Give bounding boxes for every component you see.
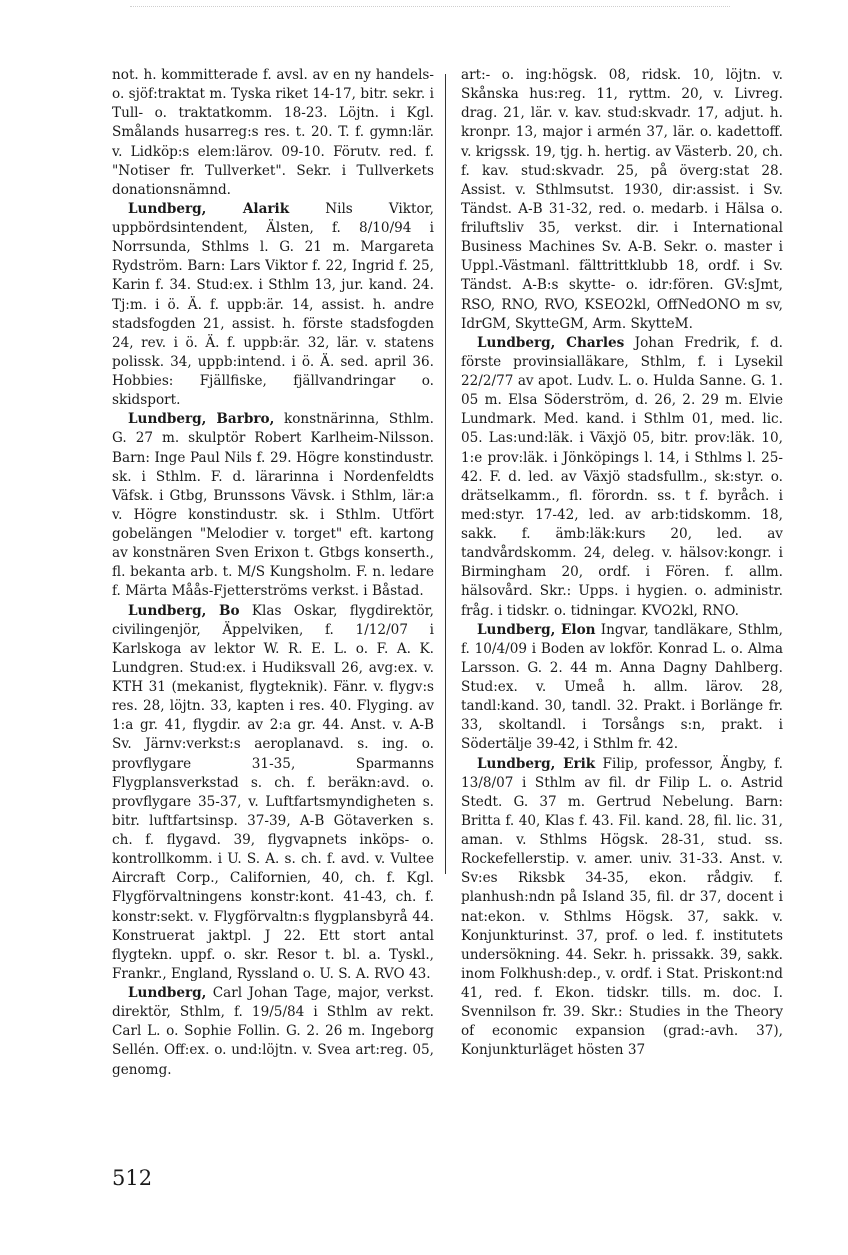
entry-text: art:- o. ing:högsk. 08, ridsk. 10, löjtn. v. Skånska hus:reg. 11, ryttm. 20, v. Livreg. drag. 21, lär. v. kav. stud:skvadr. 17, adjut. h. kronpr. 13, major i armén 37, lär. o. kadettoff. v. krigssk. 19, tjg. h. hertig. av Västerb. 20, ch. f. kav. stud:skvadr. 25, på överg:stat 28. Assist. v. Sthlmsutst. 1930, dir:assist. i Sv. Tändst. A-B 31-32, red. o. medarb. i Hälsa o. friluftsliv 35, verkst. dir. i International Business Machines Sv. A-B. Sekr. o. master i Uppl.-Västmanl. fälttrittklubb 18, ordf. i Sv. Tändst. A-B:s skytte- o. idr:fören. GV:sJmt, RSO, RNO, RVO, KSEO2kl, OffNedONO m sv, IdrGM, SkytteGM, Arm. SkytteM.: [461, 67, 783, 332]
entry-continuation: [112, 66, 434, 200]
entry-continuation: [461, 66, 783, 334]
entry-heading: Lundberg, Bo: [128, 602, 240, 619]
entry-text: Carl Johan Tage, major, verkst. direktör, Sthlm, f. 19/5/84 i Sthlm av rekt. Carl L. o. Sophie Follin. G. 2. 26 m. Ingeborg Sellén. Off:ex. o. und:löjtn. v. Svea art:reg. 05, genomg.: [112, 985, 434, 1078]
entry-text: Nils Viktor, uppbördsintendent, Älsten, f. 8/10/94 i Norrsunda, Sthlms l. G. 21 m. Margareta Rydström. Barn: Lars Viktor f. 22, Ingrid f. 25, Karin f. 34. Stud:ex. i Sthlm 13, jur. kand. 24. Tj:m. i ö. Ä. f. uppb:är. 14, assist. h. andre stadsfogden 21, assist. h. förste stadsfogden 24, rev. i ö. Ä. f. uppb:är. 32, lär. v. statens polissk. 34, uppb:intend. i ö. Ä. sed. april 36. Hobbies: Fjällfiske, fjällvandringar o. skidsport.: [112, 200, 434, 409]
column-divider: [445, 74, 446, 874]
entry-text: Filip, professor, Ängby, f. 13/8/07 i Sthlm av fil. dr Filip L. o. Astrid Stedt. G. 37 m. Gertrud Nebelung. Barn: Britta f. 40, Klas f. 43. Fil. kand. 28, fil. lic. 31, aman. v. Sthlms Högsk. 28-31, stud. ss. Rockefellerstip. v. amer. univ. 31-33. Anst. v. Sv:es Riksbk 34-35, ekon. rådgiv. f. planhush:ndn på Island 35, fil. dr 37, docent i nat:ekon. v. Sthlms Högsk. 37, sakk. v. Konjunkturinst. 37, prof. o led. f. institutets undersökning. 44. Sekr. h. prissakk. 39, sakk. inom Folkhush:dep., v. ordf. i Stat. Priskont:nd 41, red. f. Ekon. tidskr. tills. m. doc. I. Svennilson fr. 39. Skr.: Studies in the Theory of economic expansion (grad:-avh. 37), Konjunkturläget hösten 37: [461, 755, 783, 1059]
entry-heading: Lundberg, Erik: [477, 755, 596, 772]
entry-heading: Lundberg, Elon: [477, 621, 596, 638]
entry-lundberg-charles: [461, 334, 783, 621]
top-scan-line: [130, 6, 730, 8]
entry-text: Ingvar, tandläkare, Sthlm, f. 10/4/09 i Boden av lokför. Konrad L. o. Alma Larsson. G. 2. 44 m. Anna Dagny Dahlberg. Stud:ex. v. Umeå h. allm. lärov. 28, tandl:kand. 30, tandl. 32. Prakt. i Borlänge fr. 33, skoltandl. i Torsångs s:n, prakt. i Södertälje 39-42, i Sthlm fr. 42.: [461, 621, 784, 753]
entry-text: Johan Fredrik, f. d. förste provinsialläkare, Sthlm, f. i Lysekil 22/2/77 av apot. Ludv. L. o. Hulda Sanne. G. 1. 05 m. Elsa Söderström, d. 26, 2. 29 m. Elvie Lundmark. Med. kand. i Sthlm 01, med. lic. 05. Las:und:läk. i Växjö 05, bitr. prov:läk. 10, 1:e prov:läk. i Jönköpings l. 14, i Sthlms l. 25-42. F. d. led. av Växjö stadsfullm., sk:styr. o. drätselkamm., fl. förordn. ss. t f. byråch. i med:styr. 17-42, led. av arb:tidskomm. 18, sakk. f. ämb:läk:kurs 20, led. av tandvårdskomm. 24, deleg. v. hälsov:kongr. i Birmingham 20, ordf. i Fören. f. allm. hälsovård. Skr.: Upps. i hygien. o. administr. fråg. i tidskr. o. tidningar. KVO2kl, RNO.: [461, 334, 783, 619]
left-column: [112, 66, 434, 1080]
entry-text: konstnärinna, Sthlm. G. 27 m. skulptör Robert Karlheim-Nilsson. Barn: Inge Paul Nils f. 29. Högre konstindustr. sk. i Sthlm. F. d. lärarinna i Nordenfeldts Väfsk. i Gtbg, Brunssons Vävsk. i Sthlm, lär:a v. Högre konstindustr. sk. i Sthlm. Utfört gobelängen "Melodier v. torget" eft. kartong av konstnären Sven Erixon t. Gtbgs konserth., fl. bekanta arb. t. M/S Kungsholm. F. n. ledare f. Märta Måås-Fjetterströms verkst. i Båstad.: [112, 411, 434, 600]
entry-lundberg-tage: [112, 984, 434, 1080]
entry-heading: Lundberg, Barbro,: [128, 411, 275, 428]
entry-text: Klas Oskar, flygdirektör, civilingenjör, Äppelviken, f. 1/12/07 i Karlskoga av lektor W. R. E. L. o. F. A. K. Lundgren. Stud:ex. i Hudiksvall 26, avg:ex. v. KTH 31 (mekanist, flygteknik). Fänr. v. flygv:s res. 28, löjtn. 33, kapten i res. 40. Flyging. av 1:a gr. 41, flygdir. av 2:a gr. 44. Anst. v. A-B Sv. Järnv:verkst:s aeroplanavd. s. ing. o. provflygare 31-35, Sparmanns Flygplansverkstad s. ch. f. beräkn:avd. o. provflygare 35-37, v. Luftfartsmyndigheten s. bitr. luftfartsinsp. 37-39, A-B Götaverken s. ch. f. flygavd. 39, flygvapnets inköps- o. kontrollkomm. i U. S. A. s. ch. f. avd. v. Vultee Aircraft Corp., Californien, 40, ch. f. Kgl. Flygförvaltningens konstr:kont. 41-43, ch. f. konstr:sekt. v. Flygförvaltn:s flygplansbyrå 44. Konstruerat jaktpl. J 22. Ett stort antal flygtekn. uppf. o. skr. Resor t. bl. a. Tyskl., Frankr., England, Ryssland o. U. S. A. RVO 43.: [112, 602, 434, 982]
entry-heading: Lundberg, Charles: [477, 334, 625, 351]
entry-lundberg-bo: [112, 602, 434, 985]
entry-lundberg-barbro: [112, 410, 434, 601]
page-number: 512: [112, 1166, 153, 1190]
entry-heading: Lundberg,: [128, 985, 207, 1001]
right-column: [461, 66, 783, 1061]
entry-lundberg-erik: [461, 755, 783, 1061]
entry-heading: Lundberg, Alarik: [128, 200, 290, 217]
entry-lundberg-alarik: [112, 200, 434, 410]
entry-text: not. h. kommitterade f. avsl. av en ny handels- o. sjöf:traktat m. Tyska riket 14-17, bitr. sekr. i Tull- o. traktatkomm. 18-23. Löjtn. i Kgl. Smålands husarreg:s res. t. 20. T. f. gymn:lär. v. Lidköp:s elem:lärov. 09-10. Förutv. red. f. "Notiser fr. Tullverket". Sekr. i Tullverkets donationsnämnd.: [112, 67, 434, 198]
entry-lundberg-elon: [461, 621, 783, 755]
